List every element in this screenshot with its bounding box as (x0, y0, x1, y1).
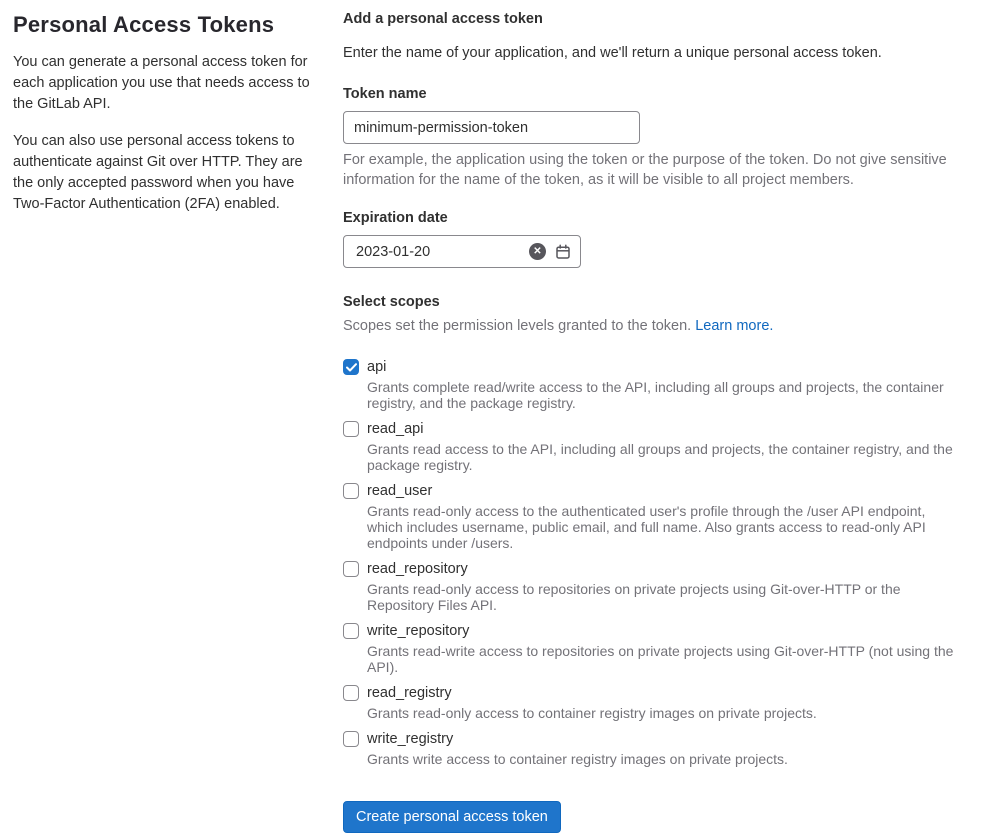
form-description: Enter the name of your application, and we'll return a unique personal access token. (343, 45, 882, 61)
scope-description: Grants read access to the API, including all groups and projects, the container registry, and the package registry. (367, 441, 953, 473)
learn-more-link[interactable]: Learn more. (695, 318, 774, 334)
scope-name[interactable]: write_registry (367, 731, 454, 747)
calendar-icon[interactable] (555, 244, 571, 260)
scope-body (367, 357, 963, 411)
scope-body (367, 729, 788, 767)
scope-body (367, 559, 963, 613)
scope-checkbox[interactable] (343, 359, 359, 375)
scope-checkbox[interactable] (343, 561, 359, 577)
scope-name[interactable]: read_registry (367, 685, 452, 701)
form-heading: Add a personal access token (343, 11, 543, 27)
scope-name[interactable]: read_user (367, 483, 433, 499)
expiration-date-input[interactable] (343, 235, 581, 268)
scope-row (343, 621, 963, 675)
scope-description: Grants complete read/write access to the API, including all groups and projects, the container registry, and the package registry. (367, 379, 944, 411)
expiration-date-label: Expiration date (343, 210, 448, 226)
scope-name[interactable]: read_repository (367, 561, 468, 577)
scope-body (367, 481, 963, 551)
scope-row (343, 559, 963, 613)
scopes-list (343, 357, 963, 767)
scopes-help-text: Scopes set the permission levels granted to the token. (343, 318, 696, 334)
scope-description: Grants read-write access to repositories on private projects using Git-over-HTTP (not using the API). (367, 643, 954, 675)
token-name-help: For example, the application using the token or the purpose of the token. Do not give sensitive information for the name of the token, as it will be visible to all project members. (343, 152, 947, 188)
scope-body (367, 683, 817, 721)
create-token-button[interactable]: Create personal access token (343, 801, 561, 833)
scopes-help (343, 316, 963, 336)
scope-row (343, 729, 963, 767)
scope-body (367, 419, 963, 473)
token-name-input[interactable] (343, 111, 640, 144)
scope-row (343, 419, 963, 473)
scope-checkbox[interactable] (343, 685, 359, 701)
scope-checkbox[interactable] (343, 623, 359, 639)
scope-checkbox[interactable] (343, 483, 359, 499)
scope-name[interactable]: api (367, 359, 387, 375)
add-token-form (343, 10, 963, 833)
scope-description: Grants write access to container registry images on private projects. (367, 751, 788, 767)
select-scopes-label: Select scopes (343, 294, 440, 310)
scope-description: Grants read-only access to container registry images on private projects. (367, 705, 817, 721)
scope-checkbox[interactable] (343, 731, 359, 747)
scope-row (343, 357, 963, 411)
checkmark-icon (346, 363, 357, 372)
scope-name[interactable]: read_api (367, 421, 424, 437)
scope-row (343, 481, 963, 551)
scope-body (367, 621, 963, 675)
settings-description-column (13, 10, 313, 833)
scope-description: Grants read-only access to repositories on private projects using Git-over-HTTP or the Repository Files API. (367, 581, 901, 613)
clear-date-icon[interactable]: ✕ (529, 243, 546, 260)
scope-description: Grants read-only access to the authenticated user's profile through the /user API endpoint, which includes username, public email, and full name. Also grants access to read-only API endpoints under /users. (367, 503, 926, 551)
intro-paragraph-2: You can also use personal access tokens to authenticate against Git over HTTP. They are the only accepted password when you have Two-Factor Authentication (2FA) enabled. (13, 133, 303, 212)
scope-row (343, 683, 963, 721)
token-name-label: Token name (343, 86, 427, 102)
scope-name[interactable]: write_repository (367, 623, 470, 639)
scope-checkbox[interactable] (343, 421, 359, 437)
expiration-date-value: 2023-01-20 (356, 243, 431, 260)
page-title: Personal Access Tokens (13, 12, 275, 37)
intro-paragraph-1: You can generate a personal access token for each application you use that needs access to the GitLab API. (13, 54, 310, 112)
